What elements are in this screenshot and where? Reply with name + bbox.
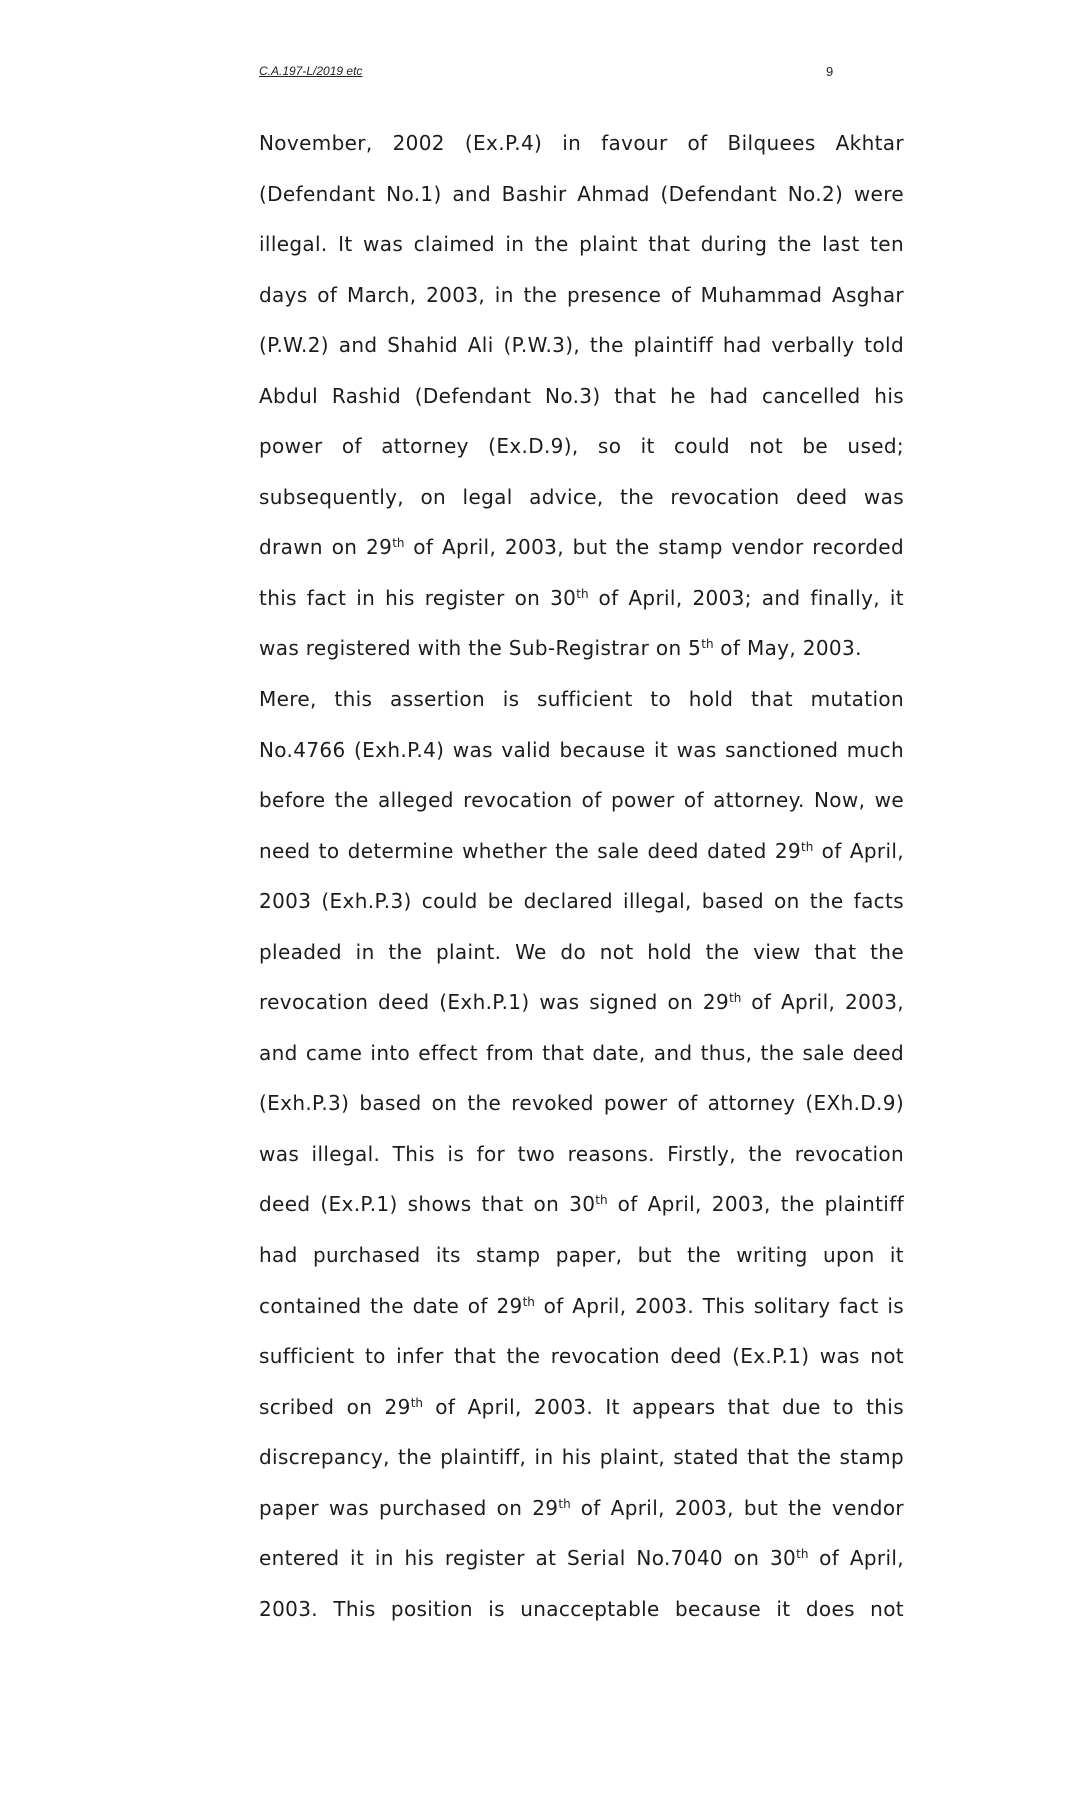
text-line: November, 2002 (Ex.P.4) in favour of Bilquees Akhtar [259, 131, 904, 155]
text-line: subsequently, on legal advice, the revocation deed was [259, 484, 904, 509]
text-line: was registered with the Sub-Registrar on 5th of May, 2003. [259, 636, 862, 661]
text-line: days of March, 2003, in the presence of Muhammad Asghar [259, 282, 904, 307]
text-line: scribed on 29th of April, 2003. It appears that due to this [259, 1394, 904, 1419]
text-line: (Exh.P.3) based on the revoked power of attorney (EXh.D.9) [259, 1091, 904, 1116]
page-header [0, 0, 1091, 100]
text-line: (Defendant No.1) and Bashir Ahmad (Defendant No.2) were [259, 181, 904, 206]
text-line: 2003. This position is unacceptable because it does not [259, 1596, 904, 1621]
text-line: paper was purchased on 29th of April, 2003, but the vendor [259, 1495, 905, 1520]
text-line: and came into effect from that date, and thus, the sale deed [259, 1040, 904, 1065]
text-line: need to determine whether the sale deed dated 29th of April, [259, 838, 904, 863]
case-reference: C.A.197-L/2019 etc [259, 64, 363, 78]
text-line: had purchased its stamp paper, but the writing upon it [259, 1243, 904, 1268]
text-line: Mere, this assertion is sufficient to hold that mutation [259, 687, 904, 712]
text-line: sufficient to infer that the revocation deed (Ex.P.1) was not [259, 1344, 904, 1369]
text-line: 2003 (Exh.P.3) could be declared illegal, based on the facts [259, 889, 904, 914]
body-paragraph [259, 118, 904, 1634]
text-line: revocation deed (Exh.P.1) was signed on 29th of April, 2003, [259, 990, 904, 1015]
text-line: entered it in his register at Serial No.7040 on 30th of April, [259, 1546, 905, 1571]
text-line: drawn on 29th of April, 2003, but the stamp vendor recorded [259, 535, 904, 560]
text-line: power of attorney (Ex.D.9), so it could not be used; [259, 434, 904, 459]
text-line: deed (Ex.P.1) shows that on 30th of April, 2003, the plaintiff [259, 1192, 904, 1217]
text-line: No.4766 (Exh.P.4) was valid because it was sanctioned much [259, 737, 904, 762]
text-line: (P.W.2) and Shahid Ali (P.W.3), the plaintiff had verbally told [259, 333, 904, 358]
text-line: contained the date of 29th of April, 2003. This solitary fact is [259, 1293, 904, 1318]
text-line: discrepancy, the plaintiff, in his plaint, stated that the stamp [259, 1445, 904, 1470]
text-line: before the alleged revocation of power of attorney. Now, we [259, 788, 904, 813]
text-line: Abdul Rashid (Defendant No.3) that he had cancelled his [259, 383, 904, 408]
text-line: was illegal. This is for two reasons. Firstly, the revocation [259, 1141, 904, 1166]
text-line: illegal. It was claimed in the plaint that during the last ten [259, 232, 904, 257]
page-number: 9 [826, 64, 834, 79]
text-line: this fact in his register on 30th of April, 2003; and finally, it [259, 585, 904, 610]
text-line: pleaded in the plaint. We do not hold the view that the [259, 939, 904, 964]
